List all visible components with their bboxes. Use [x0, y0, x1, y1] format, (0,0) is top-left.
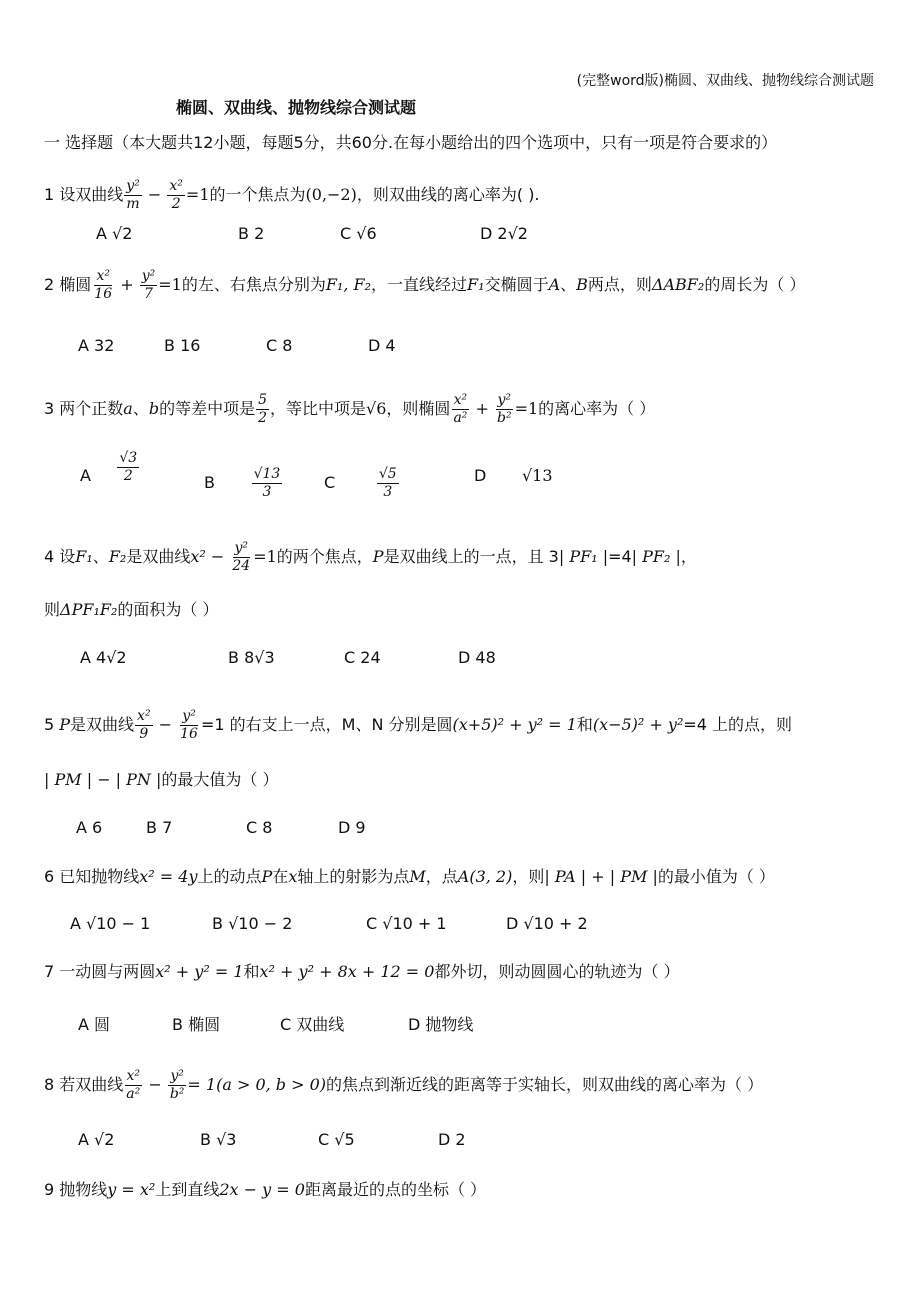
q6-option-c[interactable]: C √10 + 1	[366, 914, 447, 933]
q5-frac-1: $\frac{\text{x²}}{9}$	[137, 708, 151, 742]
q7-option-b[interactable]: B 椭圆	[172, 1015, 221, 1034]
question-5: 5 P是双曲线 $\frac{\text{x²}}{9}$ − $\frac{\text{y²}}{16}$ =1 的右支上一点，M、N 分别是圆(x+5)² + y² = 1和(x−5)² + y²=4 上的点，则	[44, 708, 793, 742]
q6-option-d[interactable]: D √10 + 2	[506, 914, 588, 933]
q4-option-a[interactable]: A 4√2	[80, 648, 127, 667]
q1-option-d[interactable]: D 2√2	[480, 224, 528, 243]
q2-option-d[interactable]: D 4	[368, 336, 396, 355]
q5-option-a[interactable]: A 6	[76, 818, 103, 837]
q1-stem-a: 1 设双曲线	[44, 185, 124, 204]
q4-option-c[interactable]: C 24	[344, 648, 381, 667]
q8-option-d[interactable]: D 2	[438, 1130, 466, 1149]
q3-frac: $\frac{5}{2}$	[258, 392, 268, 426]
q6-option-a[interactable]: A √10 − 1	[70, 914, 151, 933]
q3-option-b[interactable]: B $\frac{√13}{3}$	[204, 466, 281, 500]
q6-option-b[interactable]: B √10 − 2	[212, 914, 293, 933]
q7-option-a[interactable]: A 圆	[78, 1015, 111, 1034]
running-header: (完整word版)椭圆、双曲线、抛物线综合测试题	[576, 73, 874, 89]
q8-frac-2: $\frac{\text{y²}}{\text{b²}}$	[169, 1068, 185, 1102]
q2-option-c[interactable]: C 8	[266, 336, 293, 355]
question-7: 7 一动圆与两圆x² + y² = 1和x² + y² + 8x + 12 = 0都外切，则动圆圆心的轨迹为（ ）	[44, 962, 680, 981]
q7-option-d[interactable]: D 抛物线	[408, 1015, 474, 1034]
question-9: 9 抛物线y = x²上到直线2x − y = 0距离最近的点的坐标（ ）	[44, 1180, 487, 1199]
question-5-line-2: | PM | − | PN |的最大值为（ ）	[44, 770, 279, 789]
q3-ellipse-frac-1: $\frac{\text{x²}}{\text{a²}}$	[453, 392, 468, 426]
question-6: 6 已知抛物线x² = 4y上的动点P在x轴上的射影为点M，点A(3, 2)，则| PA | + | PM |的最小值为（ ）	[44, 867, 775, 886]
q3-option-d[interactable]: D √13	[474, 466, 553, 485]
doc-title: 椭圆、双曲线、抛物线综合测试题	[176, 98, 417, 117]
question-4-line-2: 则ΔPF₁F₂的面积为（ ）	[44, 600, 219, 619]
q1-frac-1: $\frac{\text{y²}}{m}$	[126, 178, 140, 212]
q4-frac: $\frac{\text{y²}}{24}$	[232, 540, 251, 574]
question-8: 8 若双曲线 $\frac{\text{x²}}{\text{a²}}$ − $\frac{\text{y²}}{\text{b²}}$ = 1(a > 0, b > 0)的焦点到渐近线的距离等于实轴长，则双曲线的离心率为（ ）	[44, 1068, 764, 1102]
q5-frac-2: $\frac{\text{y²}}{16}$	[180, 708, 198, 742]
q1-option-a[interactable]: A √2	[96, 224, 133, 243]
question-3: 3 两个正数a、b的等差中项是 $\frac{5}{2}$ ，等比中项是√6，则椭圆 $\frac{\text{x²}}{\text{a²}}$ + $\frac{\text{y²}}{\text{b²}}$ =1的离心率为（ ）	[44, 392, 656, 426]
q4-option-b[interactable]: B 8√3	[228, 648, 275, 667]
q3-option-a[interactable]: A $\frac{√3}{2}$	[80, 450, 138, 485]
q2-option-a[interactable]: A 32	[78, 336, 115, 355]
question-4: 4 设F₁、F₂是双曲线x² − $\frac{\text{y²}}{24}$ =1的两个焦点，P是双曲线上的一点，且 3| PF₁ |=4| PF₂ |，	[44, 540, 697, 574]
section-heading: 一 选择题（本大题共12小题，每题5分，共60分.在每小题给出的四个选项中，只有一项是符合要求的）	[44, 133, 778, 152]
q2-option-b[interactable]: B 16	[164, 336, 201, 355]
q8-option-a[interactable]: A √2	[78, 1130, 115, 1149]
q4-option-d[interactable]: D 48	[458, 648, 496, 667]
q8-frac-1: $\frac{\text{x²}}{\text{a²}}$	[126, 1068, 141, 1102]
q3-ellipse-frac-2: $\frac{\text{y²}}{\text{b²}}$	[496, 392, 512, 426]
question-2: 2 椭圆 $\frac{\text{x²}}{16}$ + $\frac{\text{y²}}{7}$ =1的左、右焦点分别为F₁, F₂，一直线经过F₁交椭圆于A、B两点，则ΔABF₂的周长为（ ）	[44, 268, 806, 302]
q8-option-c[interactable]: C √5	[318, 1130, 355, 1149]
q3-option-c[interactable]: C $\frac{√5}{3}$	[324, 466, 397, 500]
q7-option-c[interactable]: C 双曲线	[280, 1015, 345, 1034]
q5-option-b[interactable]: B 7	[146, 818, 173, 837]
q1-option-b[interactable]: B 2	[238, 224, 265, 243]
q1-frac-2: $\frac{\text{x²}}{2}$	[169, 178, 183, 212]
q2-frac-2: $\frac{\text{y²}}{7}$	[141, 268, 156, 302]
q1-option-c[interactable]: C √6	[340, 224, 377, 243]
q5-option-c[interactable]: C 8	[246, 818, 273, 837]
q8-option-b[interactable]: B √3	[200, 1130, 237, 1149]
question-1: 1 设双曲线 $\frac{\text{y²}}{m}$ − $\frac{\text{x²}}{2}$ =1的一个焦点为(0,−2)，则双曲线的离心率为( ).	[44, 178, 540, 212]
q5-option-d[interactable]: D 9	[338, 818, 366, 837]
q2-frac-1: $\frac{\text{x²}}{16}$	[94, 268, 113, 302]
